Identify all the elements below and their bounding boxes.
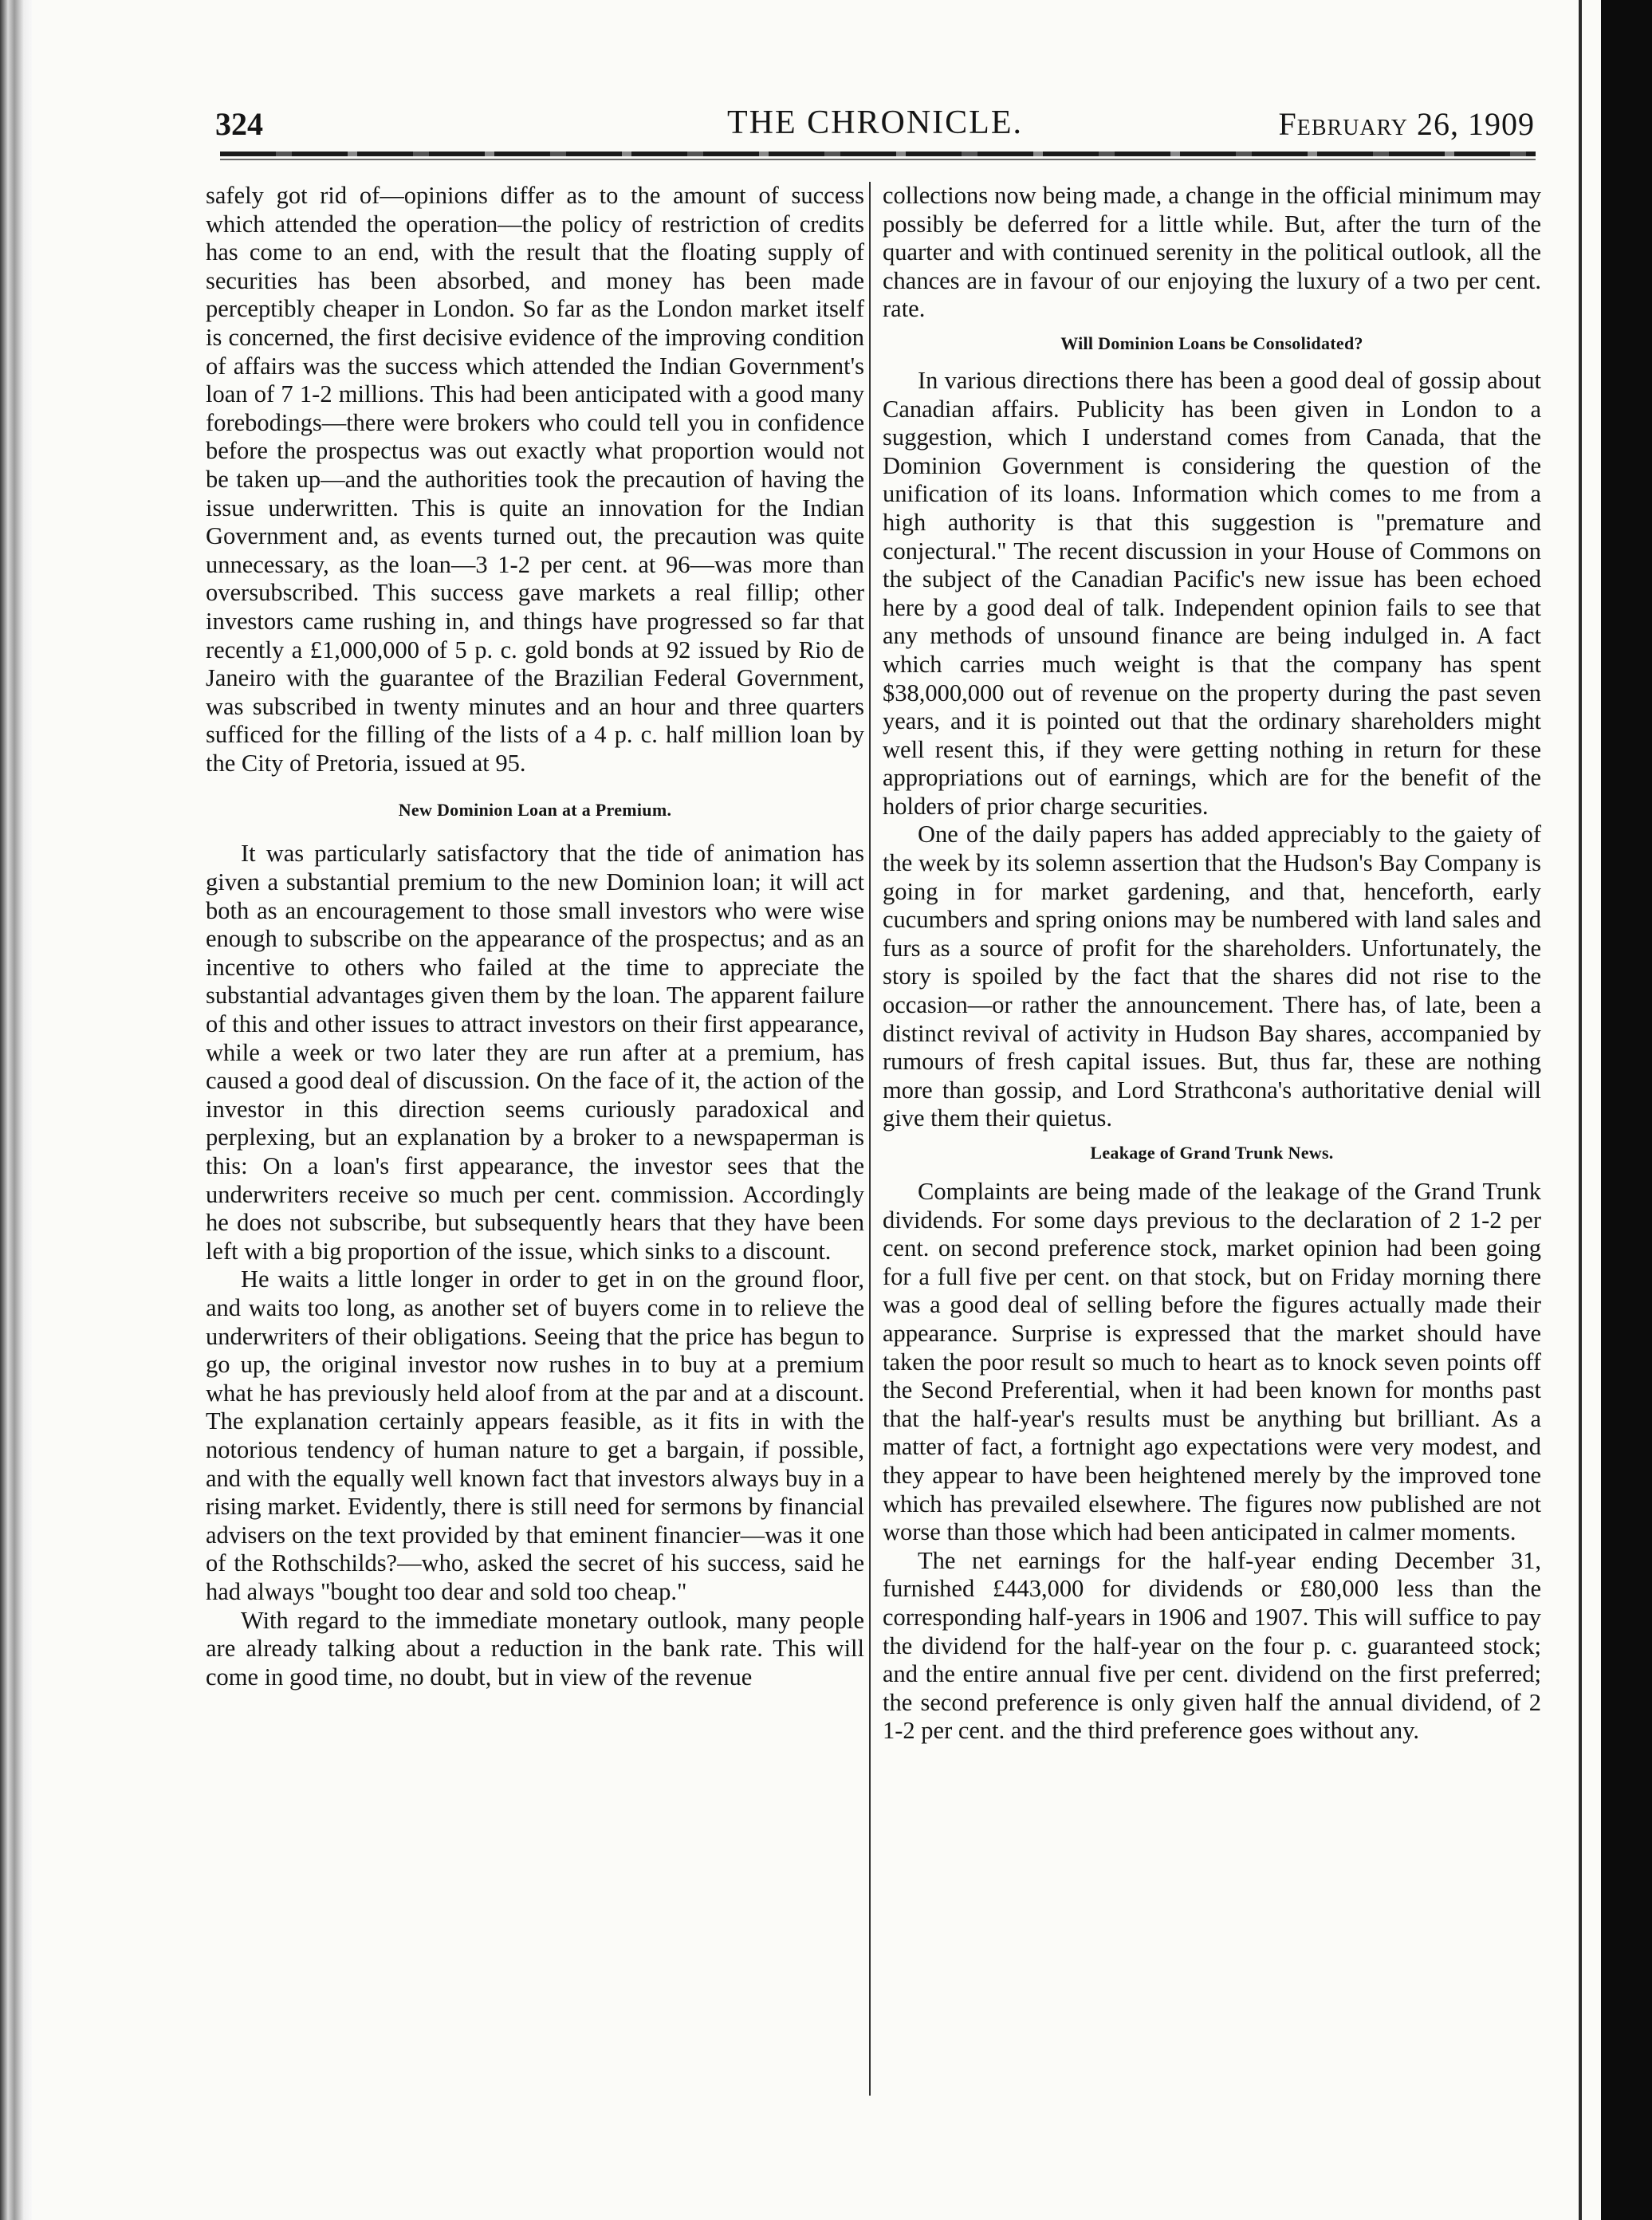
running-head xyxy=(215,94,1535,142)
article-paragraph: He waits a little longer in order to get in on the ground floor, and waits too long, as another set of buyers come in to relieve the underwriters of their obligations. Seeing that the price has begun to go up, the original investor now rushes in to buy at a premium what he has previously held aloof from at the par and at a discount. The explanation certainly appears feasible, as it fits in with the notorious tendency of human nature to get a bargain, if possible, and with the equally well known fact that investors always buy in a rising market. Evidently, there is still need for sermons by financial advisers on the text provided by that eminent financier—was it one of the Rothschilds?—who, asked the secret of his success, said he had always "bought too dear and sold too cheap." xyxy=(206,1265,864,1605)
article-paragraph: safely got rid of—opinions differ as to the amount of success which attended the operation—the policy of restriction of credits has come to an end, with the result that the floating supply of securities has been absorbed, and money has been made perceptibly cheaper in London. So far as the London market itself is concerned, the first decisive evidence of the improving condition of affairs was the success which attended the Indian Government's loan of 7 1-2 millions. This had been anticipated with a good many forebodings—there were brokers who could tell you in confidence before the prospectus was out exactly what proportion would not be taken up—and the authorities took the precaution of having the issue underwritten. This is quite an innovation for the Indian Government and, as events turned out, the precaution was quite unnecessary, as the loan—3 1-2 per cent. at 96—was more than oversubscribed. This success gave markets a real fillip; other investors came rushing in, and things have progressed so far that recently a £1,000,000 of 5 p. c. gold bonds at 92 issued by Rio de Janeiro with the guarantee of the Brazilian Federal Government, was subscribed in twenty minutes and an hour and three quarters sufficed for the filling of the lists of a 4 p. c. half million loan by the City of Pretoria, issued at 95. xyxy=(206,182,864,777)
article-paragraph: In various directions there has been a good deal of gossip about Canadian affairs. Publicity has been given in London to a suggestion, which I understand comes from Canada, that the Dominion Government is considering the question of the unification of its loans. Information which comes to me from a high authority is that this suggestion is "premature and conjectural." The recent discussion in your House of Commons on the subject of the Canadian Pacific's new issue has been echoed here by a good deal of talk. Independent opinion fails to see that any methods of unsound finance are being indulged in. A fact which carries much weight is that the company has spent $38,000,000 out of revenue on the property during the past seven years, and it is pointed out that the ordinary shareholders might well resent this, if they were getting nothing in return for these appropriations out of earnings, which are for the benefit of the holders of prior charge securities. xyxy=(883,366,1541,820)
article-paragraph: It was particularly satisfactory that the tide of animation has given a substantial premium to the new Dominion loan; it will act both as an encouragement to those small investors who were wise enough to subscribe on the appearance of the prospectus; and as an incentive to others who failed at the time to appreciate the substantial advantages given them by the loan. The apparent failure of this and other issues to attract investors on their first appearance, while a week or two later they are run after at a premium, has caused a good deal of discussion. On the face of it, the action of the investor in this direction seems curiously paradoxical and perplexing, but an explanation by a broker to a newspaperman is this: On a loan's first appearance, the investor sees that the underwriters receive so much per cent. commission. Accordingly he does not subscribe, but subsequently hears that they have been left with a big proportion of the issue, which sinks to a discount. xyxy=(206,840,864,1265)
issue-date: February 26, 1909 xyxy=(1278,106,1535,142)
article-paragraph: Complaints are being made of the leakage of the Grand Trunk dividends. For some days previous to the declaration of 2 1-2 per cent. on second preference stock, market opinion had been going for a full five per cent. on that stock, but on Friday morning there was a good deal of selling before the figures actually made their appearance. Surprise is expressed that the market should have taken the poor result so much to heart as to knock seven points off the Second Preferential, when it had been known for months past that the half-year's results must be anything but brilliant. As a matter of fact, a fortnight ago expectations were very modest, and they appear to have been heightened merely by the improved tone which has prevailed elsewhere. The figures now published are not worse than those which had been anticipated in calmer moments. xyxy=(883,1178,1541,1546)
journal-title: THE CHRONICLE. xyxy=(727,104,1023,141)
header-rule xyxy=(220,152,1536,156)
article-paragraph: One of the daily papers has added appreciably to the gaiety of the week by its solemn assertion that the Hudson's Bay Company is going in for market gardening, and that, henceforth, early cucumbers and spring onions may be numbered with land sales and furs as a source of profit for the shareholders. Unfortunately, the story is spoiled by the fact that the shares did not rise to the occasion—or rather the announcement. There has, of late, been a distinct revival of activity in Hudson Bay shares, accompanied by rumours of fresh capital issues. But, thus far, these are nothing more than gossip, and Lord Strathcona's authoritative denial will give them their quietus. xyxy=(883,821,1541,1132)
article-paragraph: collections now being made, a change in the official minimum may possibly be deferred for a little while. But, after the turn of the quarter and with continued serenity in the political outlook, all the chances are in favour of our enjoying the luxury of a two per cent. rate. xyxy=(883,182,1541,323)
section-heading: Will Dominion Loans be Consolidated? xyxy=(1060,333,1363,353)
article-paragraph: The net earnings for the half-year ending December 31, furnished £443,000 for dividends or £80,000 less than the corresponding half-years in 1906 and 1907. This will suffice to pay the dividend for the half-year on the four p. c. guaranteed stock; and the entire annual five per cent. dividend on the first preferred; the second preference is only given half the annual dividend, of 2 1-2 per cent. and the third preference goes without any. xyxy=(883,1546,1541,1745)
newspaper-page xyxy=(32,0,1601,2220)
page-number: 324 xyxy=(215,106,263,142)
article-paragraph: With regard to the immediate monetary outlook, many people are already talking about a reduction in the bank rate. This will come in good time, no doubt, but in view of the revenue xyxy=(206,1606,864,1691)
left-column xyxy=(206,182,864,1691)
header-rule-thin xyxy=(220,159,1536,160)
right-column xyxy=(883,182,1541,1746)
section-heading: Leakage of Grand Trunk News. xyxy=(1090,1143,1334,1163)
section-heading: New Dominion Loan at a Premium. xyxy=(398,800,672,821)
column-divider xyxy=(869,182,871,2096)
